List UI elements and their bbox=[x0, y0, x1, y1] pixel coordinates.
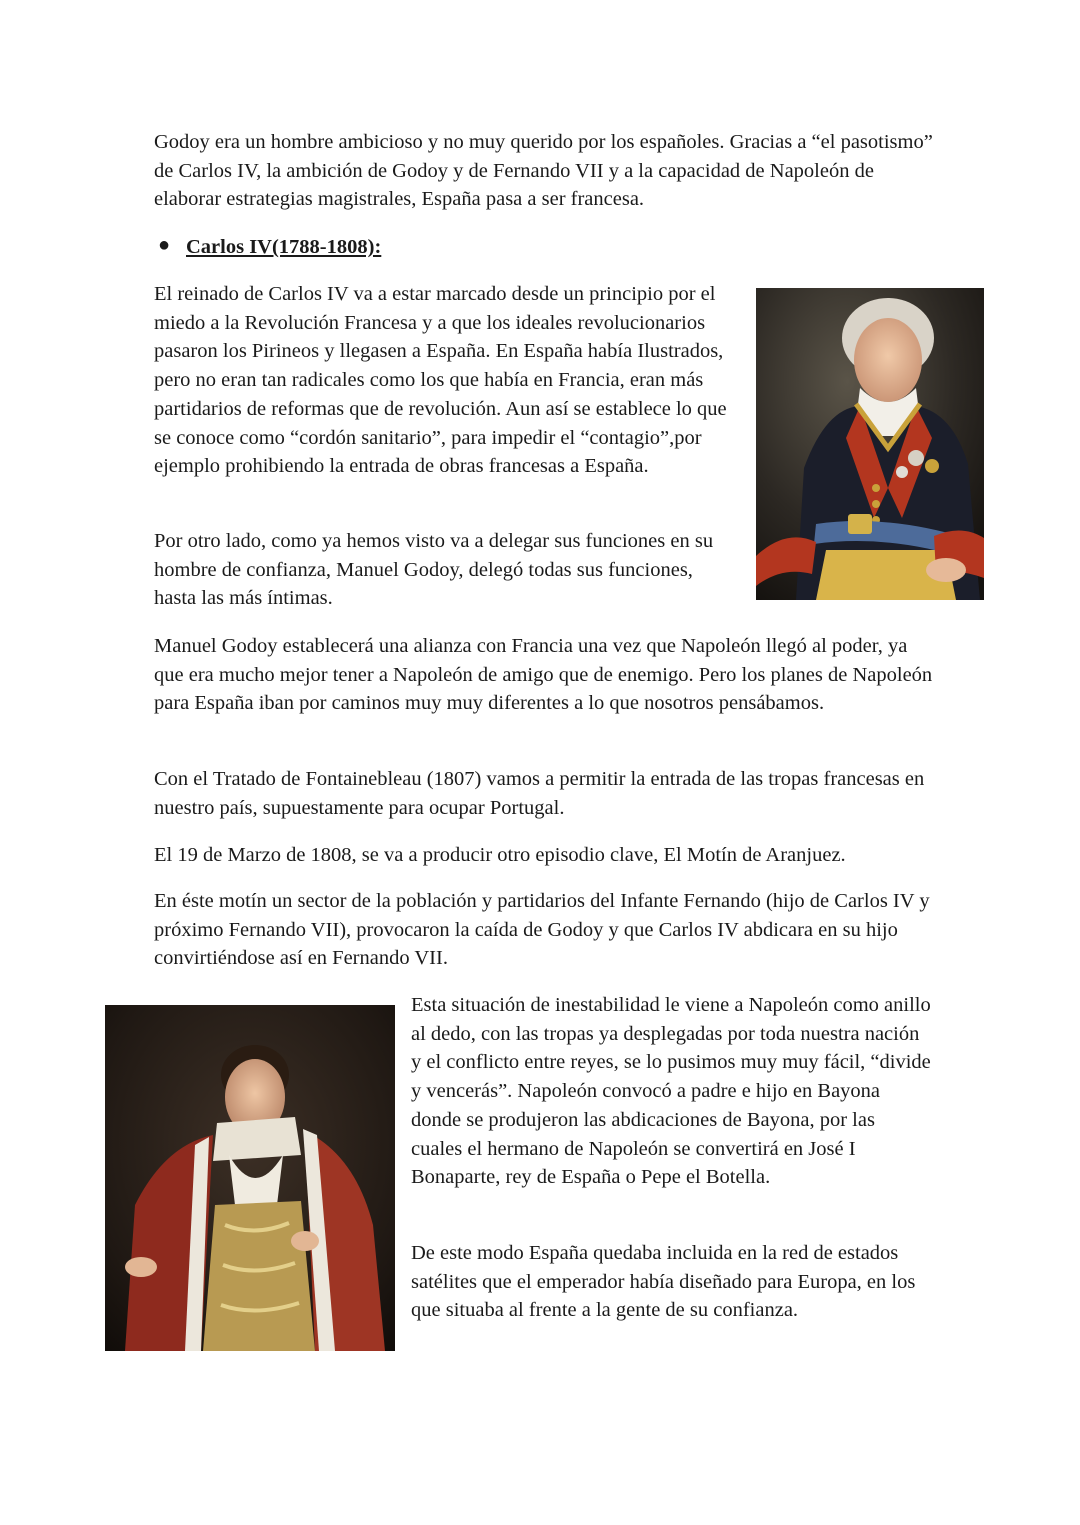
paragraph-alianza: Manuel Godoy establecerá una alianza con Francia una vez que Napoleón llegó al poder, ya que era mucho mejor tener a Napoleón de amigo que de enemigo. Pero los planes de Napoleón para España iban por caminos muy muy diferentes a lo que nosotros pensábamos. bbox=[154, 635, 933, 715]
section-heading: Carlos IV(1788-1808): bbox=[186, 236, 382, 258]
portrait-jose-bonaparte bbox=[105, 1005, 395, 1351]
paragraph-fontainebleau: Con el Tratado de Fontainebleau (1807) vamos a permitir la entrada de las tropas francesas en nuestro país, supuestamente para ocupar Portugal. bbox=[154, 768, 925, 819]
intro-paragraph: Godoy era un hombre ambicioso y no muy querido por los españoles. Gracias a “el pasotismo” de Carlos IV, la ambición de Godoy y de Fernando VII y a la capacidad de Napoleón de elaborar estrategias magistrales, España pasa a ser francesa. bbox=[154, 131, 933, 211]
paragraph-aranjuez: El 19 de Marzo de 1808, se va a producir otro episodio clave, El Motín de Aranjuez. bbox=[154, 844, 846, 866]
paragraph-reinado: El reinado de Carlos IV va a estar marcado desde un principio por el miedo a la Revolución Francesa y a que los ideales revolucionarios pasaron los Pirineos y llegasen a España. En España había Ilustrados, pero no eran tan radicales como los que había en Francia, eran más partidarios de reformas que de revolución. Aun así se establece lo que se conoce como “cordón sanitario”, para impedir el “contagio”,por ejemplo prohibiendo la entrada de obras francesas a España. bbox=[154, 283, 727, 478]
bullet-icon: ● bbox=[158, 234, 171, 256]
paragraph-delegar: Por otro lado, como ya hemos visto va a delegar sus funciones en su hombre de confianza, Manuel Godoy, delegó todas sus funciones, hasta las más íntimas. bbox=[154, 530, 714, 610]
paragraph-motin: En éste motín un sector de la población y partidarios del Infante Fernando (hijo de Carlos IV y próximo Fernando VII), provocaron la caída de Godoy y que Carlos IV abdicara en su hijo convirtiéndose así en Fernando VII. bbox=[154, 890, 930, 970]
paragraph-inestabilidad: Esta situación de inestabilidad le viene a Napoleón como anillo al dedo, con las tropas ya desplegadas por toda nuestra nación y el conflicto entre reyes, se lo pusimos muy muy fácil, “divide y vencerás”. Napoleón convocó a padre e hijo en Bayona donde se produjeron las abdicaciones de Bayona, por las cuales el hermano de Napoleón se convertirá en José I Bonaparte, rey de España o Pepe el Botella. bbox=[411, 994, 931, 1189]
portrait-godoy-image bbox=[756, 288, 984, 600]
paragraph-estados-satelites: De este modo España quedaba incluida en la red de estados satélites que el emperador había diseñado para Europa, en los que situaba al frente a la gente de su confianza. bbox=[411, 1242, 916, 1322]
portrait-jose-bonaparte-image bbox=[105, 1005, 395, 1351]
portrait-godoy bbox=[756, 288, 984, 600]
